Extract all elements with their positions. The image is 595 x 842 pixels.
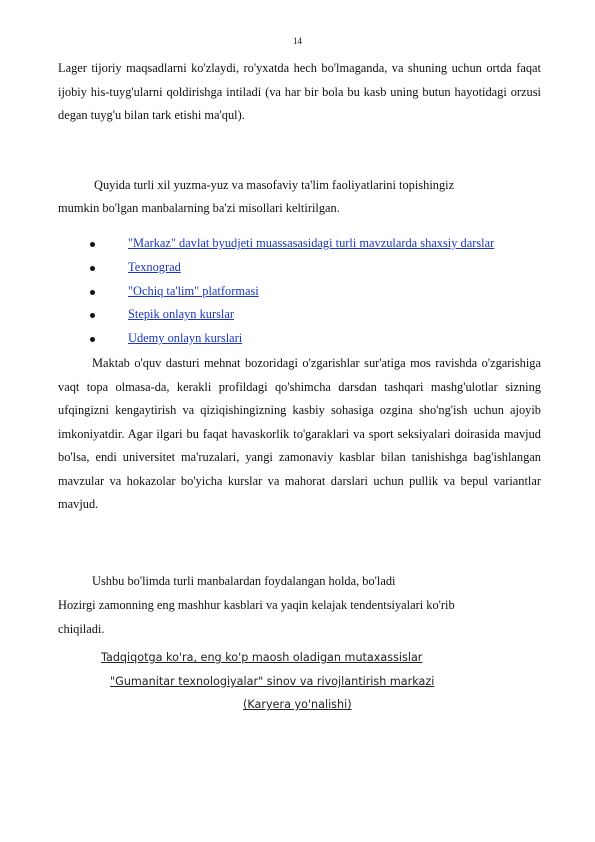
link-udemy[interactable]: Udemy onlayn kurslari [128, 331, 243, 346]
link-markaz[interactable]: "Markaz" davlat byudjeti muassasasidagi turli mavzularda shaxsiy darslar [128, 236, 495, 250]
closing-line-1: Ushbu bo'limda turli manbalardan foydalangan holda, bo'ladi [92, 574, 396, 588]
list-item [58, 232, 548, 256]
closing-line-2: Hozirgi zamonning eng mashhur kasblari va yaqin kelajak tendentsiyalari ko'rib [58, 598, 455, 612]
bullet-icon [90, 313, 95, 318]
sources-list [58, 232, 548, 351]
link-stepik[interactable]: Stepik onlayn kurslar [128, 307, 234, 322]
link-ochiq-talim[interactable]: "Ochiq ta'lim" platformasi [128, 283, 259, 298]
list-item [58, 327, 548, 351]
list-item [58, 280, 548, 304]
curriculum-paragraph: Maktab o'quv dasturi mehnat bozoridagi o'zgarishlar sur'atiga mos ravishda o'zgarishiga vaqt topa olmasa-da, kerakli profildagi qo'shimcha darsdan tashqari mashg'ulotlar sizning ufqingizni kengaytirish va qiziqishingizning kasbiy sohasiga ozgina sho'ng'ish uchun ajoyib imkoniyatdir. Agar ilgari bu faqat havaskorlik to'garaklari va sport seksiyalari doirasida mavjud bo'lsa, endi universitet ma'ruzalari, yangi zamonaviy kasblar bilan tanishishga bag'ishlangan mavzular va hokazolar bo'yicha kurslar va mahorat darslari uchun pullik va bepul variantlar mavjud. [58, 356, 541, 511]
reference-center[interactable]: "Gumanitar texnologiyalar" sinov va rivojlantirish markazi [110, 675, 435, 688]
sources-intro-line-1: Quyida turli xil yuzma-yuz va masofaviy ta'lim faoliyatlarini topishingiz [94, 178, 455, 192]
intro-paragraph: Lager tijoriy maqsadlarni ko'zlaydi, ro'yxatda hech bo'lmaganda, va shuning uchun ortda faqat ijobiy his-tuyg'ularni qoldirishga intiladi (va har bir bola bu kasb uning butun hayotidagi orzusi degan tuyg'u bilan tark etishi ma'qul). [58, 61, 541, 122]
list-item [58, 303, 548, 327]
page-number: 14 [293, 36, 302, 46]
bullet-icon [90, 266, 95, 271]
bullet-icon [90, 290, 95, 295]
link-texnograd[interactable]: Texnograd [128, 259, 181, 274]
closing-line-3: chiqiladi. [58, 622, 105, 636]
bullet-icon [90, 337, 95, 342]
sources-intro-line-2: mumkin bo'lgan manbalarning ba'zi misollari keltirilgan. [58, 201, 340, 215]
bullet-icon [90, 242, 95, 247]
list-item [58, 256, 548, 280]
reference-research[interactable]: Tadqiqotga ko'ra, eng ko'p maosh oladigan mutaxassislar [101, 651, 423, 664]
reference-career[interactable]: (Karyera yo'nalishi) [243, 698, 352, 711]
